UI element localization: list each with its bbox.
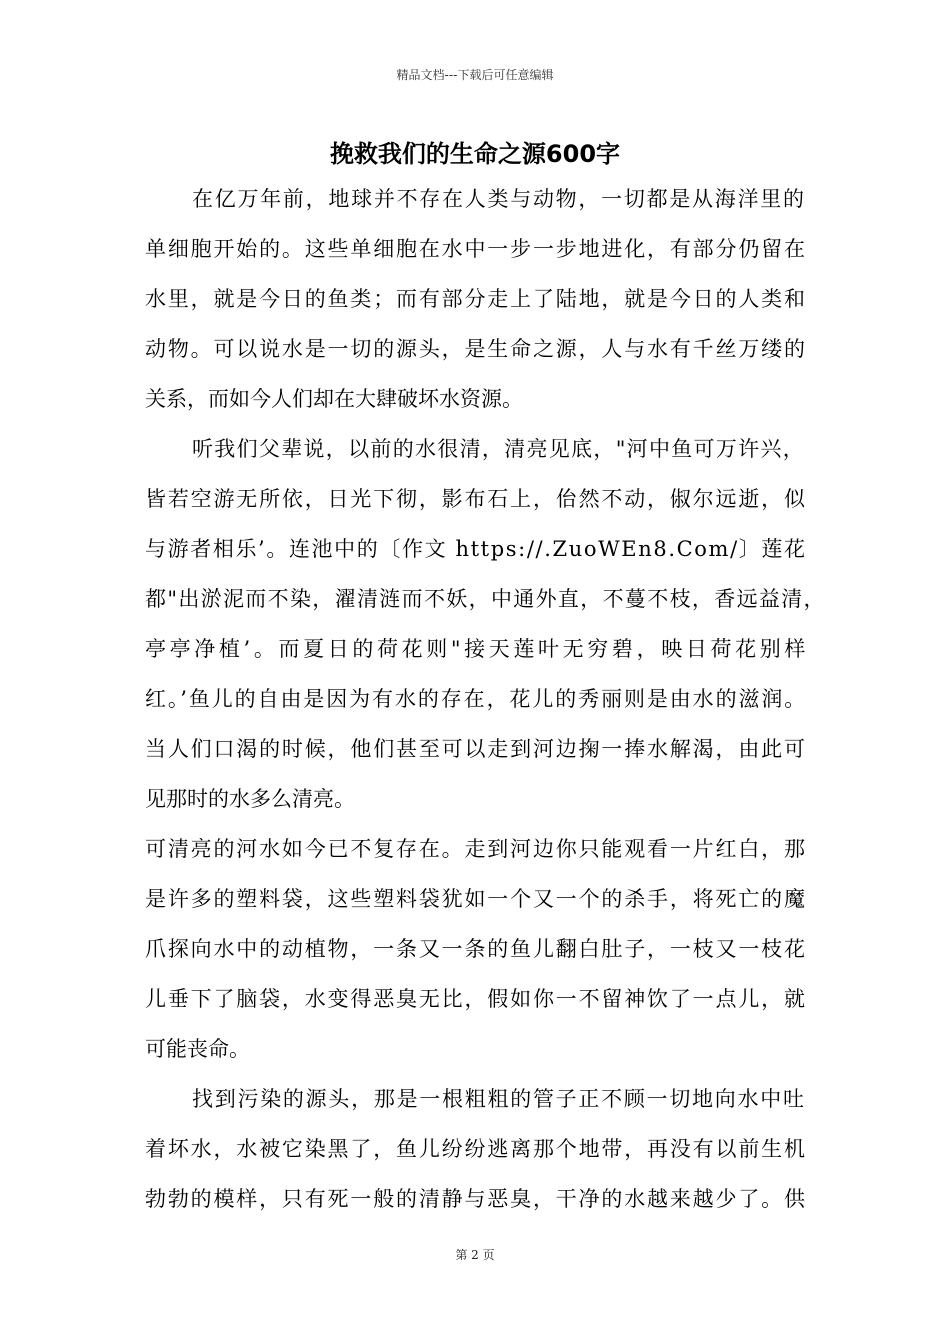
text-line: 红。’鱼儿的自由是因为有水的存在，花儿的秀丽则是由水的滋润。 — [145, 687, 808, 711]
text-line: 皆若空游无所依，日光下彻，影布石上，佁然不动，俶尔远逝，似 — [145, 487, 807, 511]
text-line: 与游者相乐’。连池中的〔作文 https://.ZuoWEn8.Com/〕莲花 — [145, 537, 807, 561]
text-line: 是许多的塑料袋，这些塑料袋犹如一个又一个的杀手，将死亡的魔 — [145, 887, 807, 911]
text-line: 在亿万年前，地球并不存在人类与动物，一切都是从海洋里的 — [192, 187, 806, 211]
text-line: 当人们口渴的时候，他们甚至可以走到河边掬一捧水解渴，由此可 — [145, 737, 807, 761]
page-header: 精品文档---下载后可任意编辑 — [396, 68, 554, 82]
text-line: 水里，就是今日的鱼类；而有部分走上了陆地，就是今日的人类和 — [145, 287, 807, 311]
text-line: 找到污染的源头，那是一根粗粗的管子正不顾一切地向水中吐 — [192, 1087, 806, 1111]
text-line: 儿垂下了脑袋，水变得恶臭无比，假如你一不留神饮了一点儿，就 — [145, 987, 807, 1011]
page-title: 挽救我们的生命之源600字 — [329, 140, 621, 168]
text-line: 可能丧命。 — [145, 1037, 250, 1061]
page-number: 第 2 页 — [455, 1248, 495, 1262]
text-line: 关系，而如今人们却在大肆破坏水资源。 — [145, 387, 523, 411]
text-line: 可清亮的河水如今已不复存在。走到河边你只能观看一片红白，那 — [145, 837, 807, 861]
text-line: 勃勃的模样，只有死一般的清静与恶臭，干净的水越来越少了。供 — [145, 1187, 807, 1211]
text-line: 亭亭净植’。而夏日的荷花则"接天莲叶无穷碧，映日荷花别样 — [145, 637, 809, 661]
text-line: 单细胞开始的。这些单细胞在水中一步一步地进化，有部分仍留在 — [145, 237, 807, 261]
text-line: 着坏水，水被它染黑了，鱼儿纷纷逃离那个地带，再没有以前生机 — [145, 1137, 807, 1161]
text-line: 动物。可以说水是一切的源头，是生命之源，人与水有千丝万缕的 — [145, 337, 807, 361]
text-line: 都"出淤泥而不染，濯清涟而不妖，中通外直，不蔓不枝，香远益清， — [145, 587, 826, 611]
text-line: 爪探向水中的动植物，一条又一条的鱼儿翻白肚子，一枝又一枝花 — [145, 937, 807, 961]
text-line: 见那时的水多么清亮。 — [145, 787, 355, 811]
text-line: 听我们父辈说，以前的水很清，清亮见底，"河中鱼可万许兴， — [192, 437, 806, 461]
